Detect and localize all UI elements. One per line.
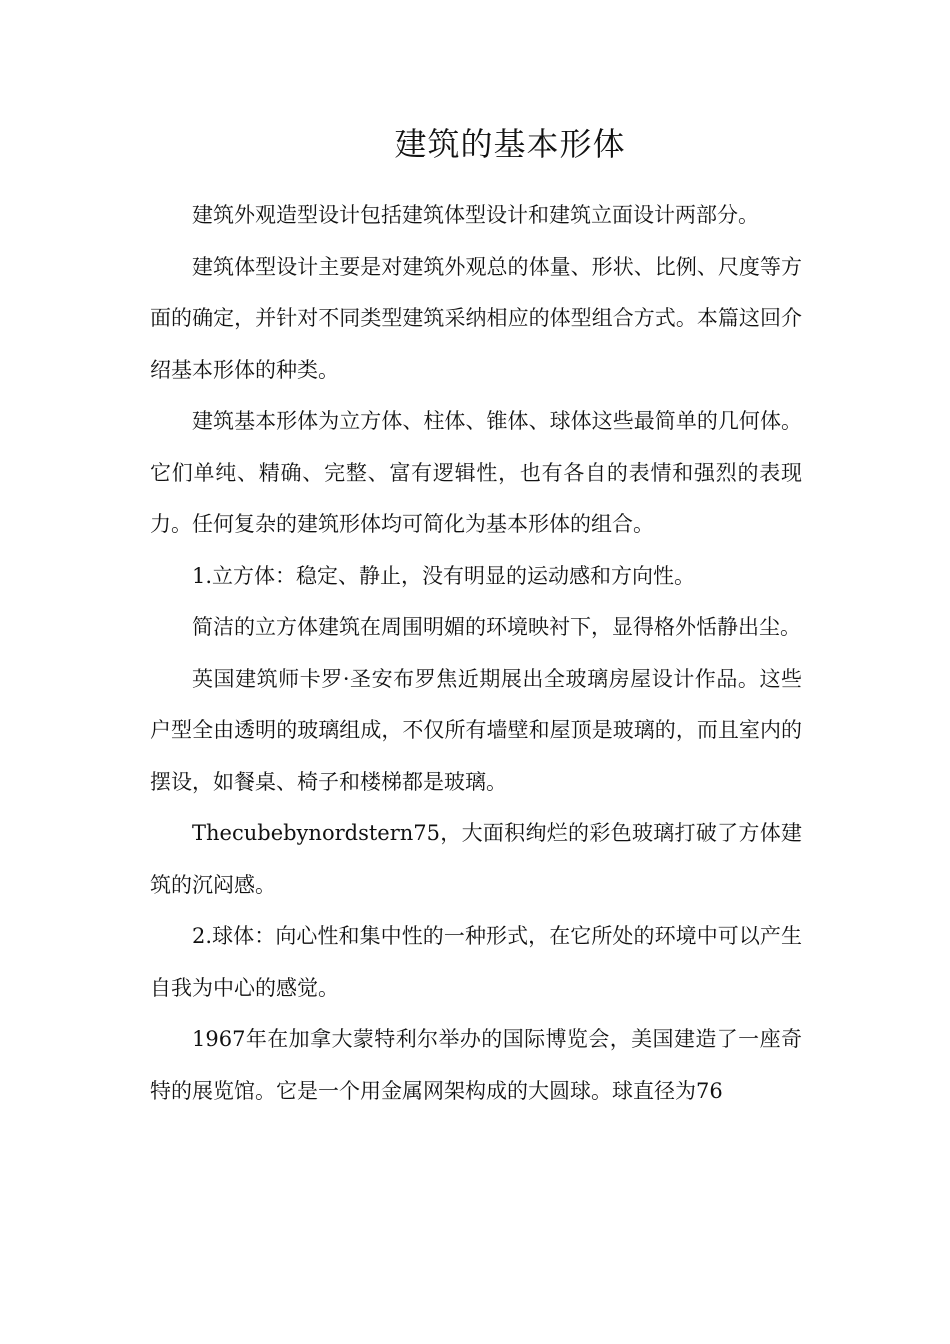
paragraph: 建筑外观造型设计包括建筑体型设计和建筑立面设计两部分。 (192, 203, 759, 227)
paragraph: 英国建筑师卡罗·圣安布罗焦近期展出全玻璃房屋设计作品。这些户型全由透明的玻璃组成，不仅所有墙壁和屋顶是玻璃的，而且室内的摆设，如餐桌、椅子和楼梯都是玻璃。 (150, 666, 802, 794)
paragraph: 1967年在加拿大蒙特利尔举办的国际博览会，美国建造了一座奇特的展览馆。它是一个用金属网架构成的大圆球。球直径为76 (150, 1027, 802, 1103)
paragraph: 1.立方体：稳定、静止，没有明显的运动感和方向性。 (192, 563, 696, 588)
paragraph: 2.球体：向心性和集中性的一种形式，在它所处的环境中可以产生自我为中心的感觉。 (150, 924, 802, 1000)
paragraph: 建筑体型设计主要是对建筑外观总的体量、形状、比例、尺度等方面的确定，并针对不同类型建筑采纳相应的体型组合方式。本篇这回介绍基本形体的种类。 (150, 254, 802, 382)
document-title: 建筑的基本形体 (394, 125, 626, 163)
paragraph: 简洁的立方体建筑在周围明媚的环境映衬下，显得格外恬静出尘。 (192, 615, 801, 639)
paragraph: 建筑基本形体为立方体、柱体、锥体、球体这些最简单的几何体。它们单纯、精确、完整、富有逻辑性，也有各自的表情和强烈的表现力。任何复杂的建筑形体均可简化为基本形体的组合。 (150, 409, 802, 536)
document-body (150, 190, 802, 1117)
paragraph: Thecubebynordstern75，大面积绚烂的彩色玻璃打破了方体建筑的沉闷感。 (150, 821, 802, 897)
